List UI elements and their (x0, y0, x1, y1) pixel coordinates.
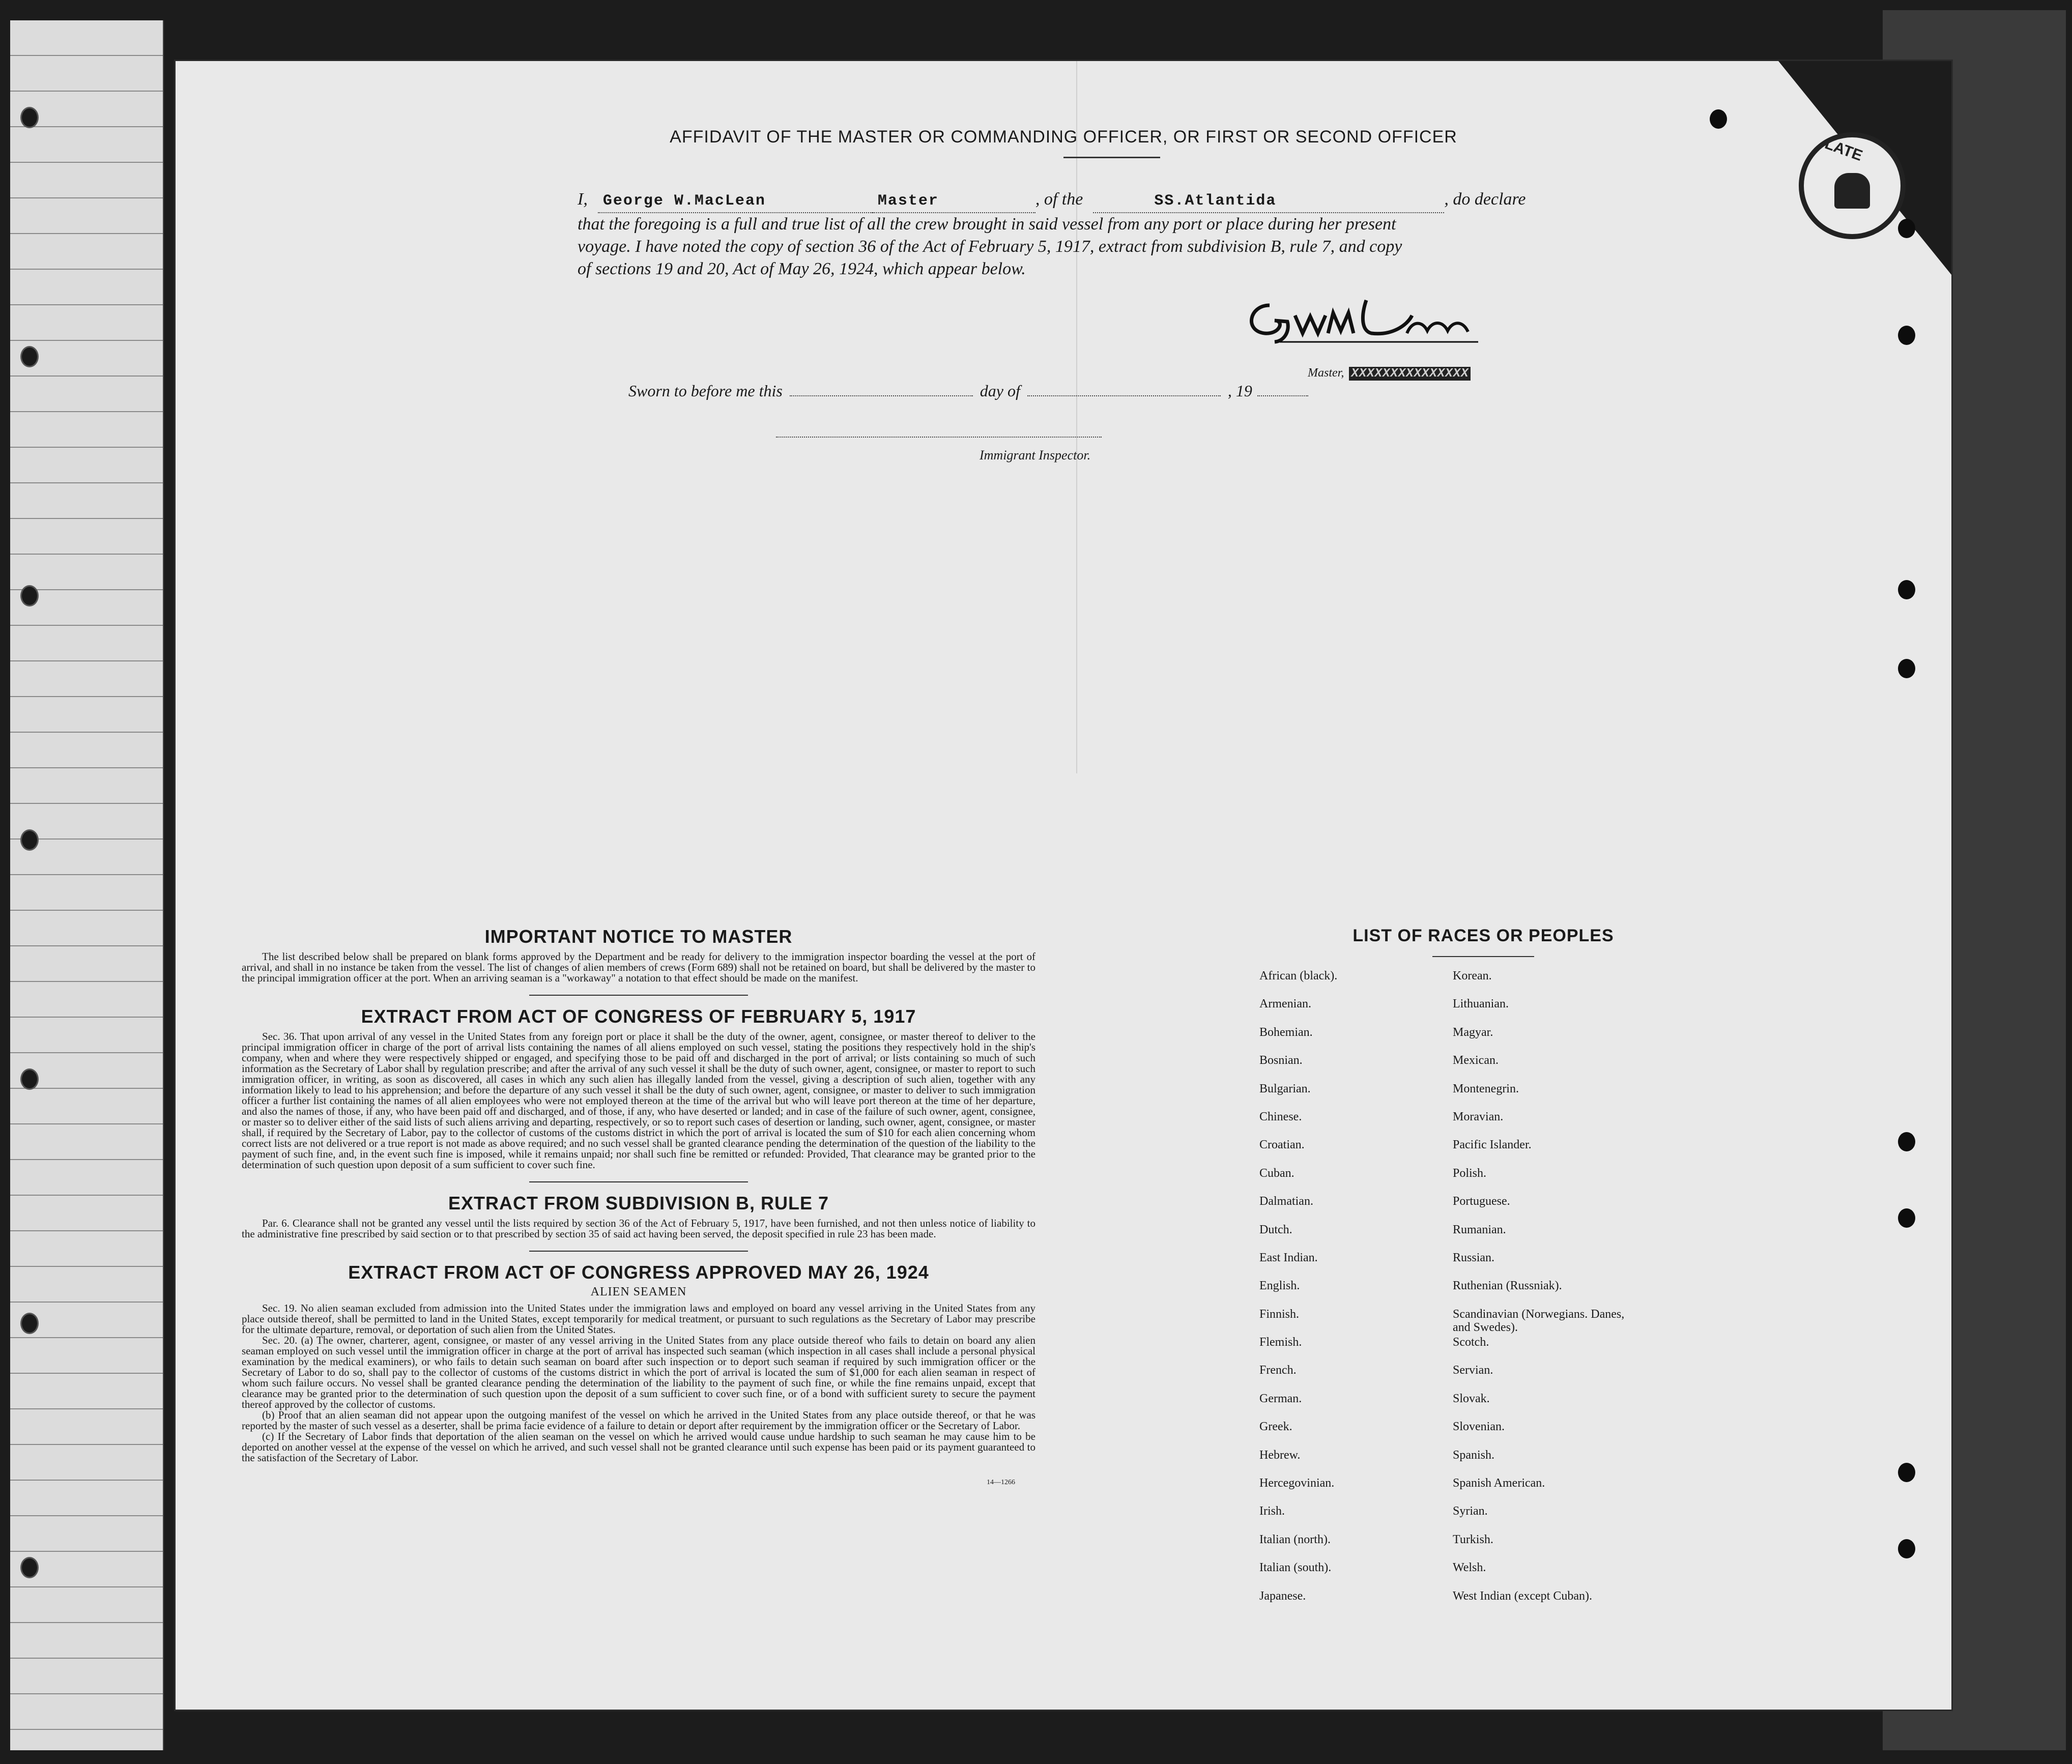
sworn-line (628, 382, 1308, 400)
race-item: West Indian (except Cuban). (1453, 1589, 1592, 1603)
affidavit-line-1 (578, 188, 1743, 213)
race-item: Finnish. (1259, 1307, 1300, 1321)
race-item: Mexican. (1453, 1054, 1499, 1067)
race-item: Slovenian. (1453, 1420, 1505, 1434)
sworn-year-blank (1257, 395, 1308, 396)
of-the-label: , of the (1035, 190, 1083, 209)
act-1917-heading: EXTRACT FROM ACT OF CONGRESS OF FEBRUARY 5, 1917 (361, 1006, 916, 1027)
race-item: French. (1259, 1364, 1297, 1377)
race-item: Bohemian. (1259, 1025, 1313, 1039)
race-item: Pacific Islander. (1453, 1138, 1532, 1152)
sworn-prefix: Sworn to before me this (628, 382, 783, 400)
race-item: Armenian. (1259, 997, 1311, 1011)
pronoun: I, (578, 190, 588, 209)
race-item: African (black). (1259, 969, 1338, 982)
races-grid (1254, 969, 1712, 1617)
punch-hole (1898, 1132, 1915, 1151)
race-item: Syrian. (1453, 1505, 1488, 1518)
binder-hole (20, 829, 39, 851)
affidavit-line-3: voyage. I have noted the copy of section 36 of the Act of February 5, 1917, extract from subdivision B, rule 7, and copy (578, 237, 1402, 256)
binder-hole (20, 107, 39, 128)
race-item: Polish. (1453, 1166, 1487, 1180)
binder-hole (20, 1557, 39, 1578)
section-divider (529, 1181, 748, 1182)
race-item: Dutch. (1259, 1223, 1292, 1236)
race-item: Servian. (1453, 1364, 1493, 1377)
race-item: Russian. (1453, 1251, 1495, 1264)
section-20c-text: (c) If the Secretary of Labor finds that deportation of the alien seaman on the vessel on which he arrived would cause undue hardship to such seaman he may cause him to be deported on another vessel at the expense of the vessel on which he arrived, and such vessel shall not be granted clearance until such expense has been paid or its payment guaranteed to the satisfaction of the Secretary of Labor. (242, 1430, 1035, 1464)
sworn-day-label: day of (980, 382, 1020, 400)
punch-hole (1898, 580, 1915, 599)
race-item: Hercegovinian. (1259, 1477, 1335, 1490)
race-item: Portuguese. (1453, 1195, 1510, 1208)
notice-heading: IMPORTANT NOTICE TO MASTER (484, 926, 793, 947)
affidavit-line-4: of sections 19 and 20, Act of May 26, 1924, which appear below. (578, 259, 1026, 278)
master-title-line (1308, 366, 1471, 381)
officer-name-field: George W.MacLean (598, 190, 873, 213)
form-number: 14—1266 (987, 1479, 1015, 1486)
affidavit-statement (578, 188, 1743, 280)
race-item: Spanish American. (1453, 1477, 1545, 1490)
section-20b-text: (b) Proof that an alien seaman did not appear upon the outgoing manifest of the vessel on which he arrived in the United States from any place outside thereof, or that he was reported by the master of such vessel as a deserter, shall be prima facie evidence of a failure to detain or deport after requirement by the immigration officer or the Secretary of Labor. (242, 1409, 1035, 1432)
title-rule (1063, 157, 1160, 158)
race-item: Croatian. (1259, 1138, 1305, 1152)
race-item: Scotch. (1453, 1336, 1489, 1349)
punch-hole (1898, 1208, 1915, 1228)
master-label: Master, (1308, 366, 1344, 380)
binder-hole (20, 1313, 39, 1334)
do-declare-label: , do declare (1444, 190, 1526, 209)
race-item: Chinese. (1259, 1110, 1302, 1123)
race-item: Bosnian. (1259, 1054, 1303, 1067)
punch-hole (1898, 659, 1915, 678)
race-item: Japanese. (1259, 1589, 1306, 1603)
stamp-emblem (1834, 173, 1870, 209)
race-item: Scandinavian (Norwegians. Danes, and Swedes). (1453, 1307, 1625, 1334)
punch-hole (1898, 219, 1915, 238)
race-item: German. (1259, 1392, 1302, 1405)
race-item: Greek. (1259, 1420, 1292, 1434)
race-item: Cuban. (1259, 1166, 1294, 1180)
stamp-text: LATE (1822, 135, 1865, 165)
punch-hole (1710, 109, 1727, 129)
races-list (1254, 926, 1712, 1617)
section-divider (529, 995, 748, 996)
race-item: English. (1259, 1279, 1300, 1293)
section-divider (529, 1251, 748, 1252)
officer-rank-field: Master (873, 190, 1035, 213)
punch-hole (1898, 1539, 1915, 1558)
underlying-ledger-sheet (10, 20, 164, 1750)
inspector-label: Immigrant Inspector. (980, 448, 1091, 462)
race-item: Welsh. (1453, 1561, 1486, 1575)
race-item: Flemish. (1259, 1336, 1302, 1349)
race-item: Italian (south). (1259, 1561, 1332, 1575)
act-1924-heading: EXTRACT FROM ACT OF CONGRESS APPROVED MAY 26, 1924 (348, 1262, 929, 1283)
race-item: East Indian. (1259, 1251, 1318, 1264)
section-19-text: Sec. 19. No alien seaman excluded from admission into the United States under the immigration laws and employed on board any vessel arriving in the United States from any place outside thereof, shall be permitted to land in the United States, except temporarily for medical treatment, or pursuant to such regulations as the Secretary of Labor may prescribe for the ultimate departure, removal, or deportation of such alien from the United States. (242, 1302, 1035, 1336)
affidavit-title: AFFIDAVIT OF THE MASTER OR COMMANDING OFFICER, OR FIRST OR SECOND OFFICER (670, 127, 1457, 147)
affidavit-page (176, 61, 1951, 1710)
sworn-year-label: , 19 (1227, 382, 1252, 400)
affidavit-line-2: that the foregoing is a full and true list of all the crew brought in said vessel from any port or place during her present (578, 215, 1396, 234)
races-column-left (1259, 969, 1453, 1617)
race-item: Slovak. (1453, 1392, 1490, 1405)
page-crease (1076, 61, 1077, 773)
act-1917-text: Sec. 36. That upon arrival of any vessel in the United States from any foreign port or place it shall be the duty of the owner, agent, consignee, or master thereof to deliver to the principal immigration officer in charge of the port of arrival lists containing the names of all aliens employed on such vessel, stating the positions they respectively hold in the ship's company, when and where they were respectively shipped or engaged, and specifying those to be paid off and discharged in the port of arrival; or lists containing so much of such information as the Secretary of Labor shall by regulation prescribe; and after the arrival of any such vessel it shall be the duty of such owner, agent, consignee, or master to report to such immigration officer, in writing, as soon as discovered, all cases in which any such alien has illegally landed from the vessel, giving a description of such alien, together with any information likely to lead to his apprehension; and before the departure of any such vessel it shall be the duty of such owner, agent, consignee, or master to deliver to such immigration officer a further list containing the names of all alien employees who were not employed thereon at the time of the arrival but who will leave port thereon at the time of her departure, and also the names of those, if any, who have been paid off and discharged, and of those, if any, who have deserted or landed; and in case of the failure of such owner, agent, consignee, or master so to deliver either of the said lists of such aliens arriving and departing, respectively, or so to report such cases of desertion or landing, such owner, agent, consignee, or master shall, if required by the Secretary of Labor, pay to the collector of customs of the customs district in which the port of arrival is located the sum of $10 for each alien concerning whom correct lists are not delivered or a true report is not made as above required; and no such vessel shall be granted clearance pending the determination of the question of the liability to the payment of such fine, and, in the event such fine is imposed, while it remains unpaid; nor shall such fine be remitted or refunded: Provided, That clearance may be granted prior to the determination of such question upon deposit of a sum sufficient to cover such fine. (242, 1030, 1035, 1171)
struck-out-title: XXXXXXXXXXXXXXX (1349, 367, 1471, 381)
binder-hole (20, 585, 39, 606)
seal-stamp (1799, 132, 1906, 239)
race-item: Montenegrin. (1453, 1082, 1519, 1095)
punch-hole (1898, 326, 1915, 345)
races-column-right (1453, 969, 1646, 1617)
race-item: Italian (north). (1259, 1532, 1331, 1546)
races-heading: LIST OF RACES OR PEOPLES (1352, 926, 1614, 945)
rule-7-heading: EXTRACT FROM SUBDIVISION B, RULE 7 (448, 1193, 829, 1213)
section-20a-text: Sec. 20. (a) The owner, charterer, agent, consignee, or master of any vessel arriving in the United States from any place outside thereof who fails to detain on board any alien seaman employed on such vessel until the immigration officer in charge at the port of arrival has inspected such seaman (which inspection in all cases shall include a personal physical examination by the medical examiners), or who fails to detain such seaman on board after such inspection or to deport such seaman if required by such immigration officer or the Secretary of Labor to do so, shall pay to the collector of customs of the customs district in which the port of arrival is located the sum of $1,000 for each alien seaman in respect of whom such failure occurs. No vessel shall be granted clearance pending the determination of the liability to the payment of such fine, or while the fine remains unpaid, except that clearance may be granted prior to the determination of such question upon the deposit of a sum sufficient to cover such fine, or of a bond with sufficient surety to secure the payment thereof approved by the collector of customs. (242, 1334, 1035, 1410)
races-divider (1432, 956, 1534, 957)
master-signature (1239, 285, 1483, 351)
sworn-month-blank (1027, 395, 1221, 396)
inspector-signature-line (776, 437, 1102, 438)
race-item: Bulgarian. (1259, 1082, 1311, 1095)
punch-hole (1898, 1463, 1915, 1482)
rule-7-text: Par. 6. Clearance shall not be granted any vessel until the lists required by section 36 of the Act of February 5, 1917, have been furnished, and not then unless notice of liability to the administrative fine prescribed by said section or to that prescribed by section 35 of said act having been served, the deposit specified in rule 23 has been made. (242, 1217, 1035, 1240)
race-item: Moravian. (1453, 1110, 1504, 1123)
race-item: Dalmatian. (1259, 1195, 1313, 1208)
race-item: Korean. (1453, 969, 1492, 982)
race-item: Spanish. (1453, 1448, 1495, 1462)
race-item: Rumanian. (1453, 1223, 1506, 1236)
race-item: Magyar. (1453, 1025, 1493, 1039)
notice-text: The list described below shall be prepared on blank forms approved by the Department and be ready for delivery to the immigration inspector boarding the vessel at the port of arrival, and shall in no instance be taken from the vessel. The list of changes of alien members of crews (Form 689) shall not be retained on board, but shall be delivered by the master to the principal immigration officer at the port. When an arriving seaman is a "workaway" a notation to that effect should be made on the manifest. (242, 950, 1035, 984)
legal-notices (242, 926, 1035, 1487)
race-item: Turkish. (1453, 1532, 1493, 1546)
sworn-date-blank (790, 395, 973, 396)
binder-hole (20, 346, 39, 367)
act-1924-subheading: ALIEN SEAMEN (590, 1285, 687, 1298)
race-item: Hebrew. (1259, 1448, 1301, 1462)
vessel-name-field: SS.Atlantida (1093, 190, 1444, 213)
race-item: Lithuanian. (1453, 997, 1509, 1011)
race-item: Irish. (1259, 1505, 1285, 1518)
binder-hole (20, 1068, 39, 1090)
race-item: Ruthenian (Russniak). (1453, 1279, 1562, 1293)
